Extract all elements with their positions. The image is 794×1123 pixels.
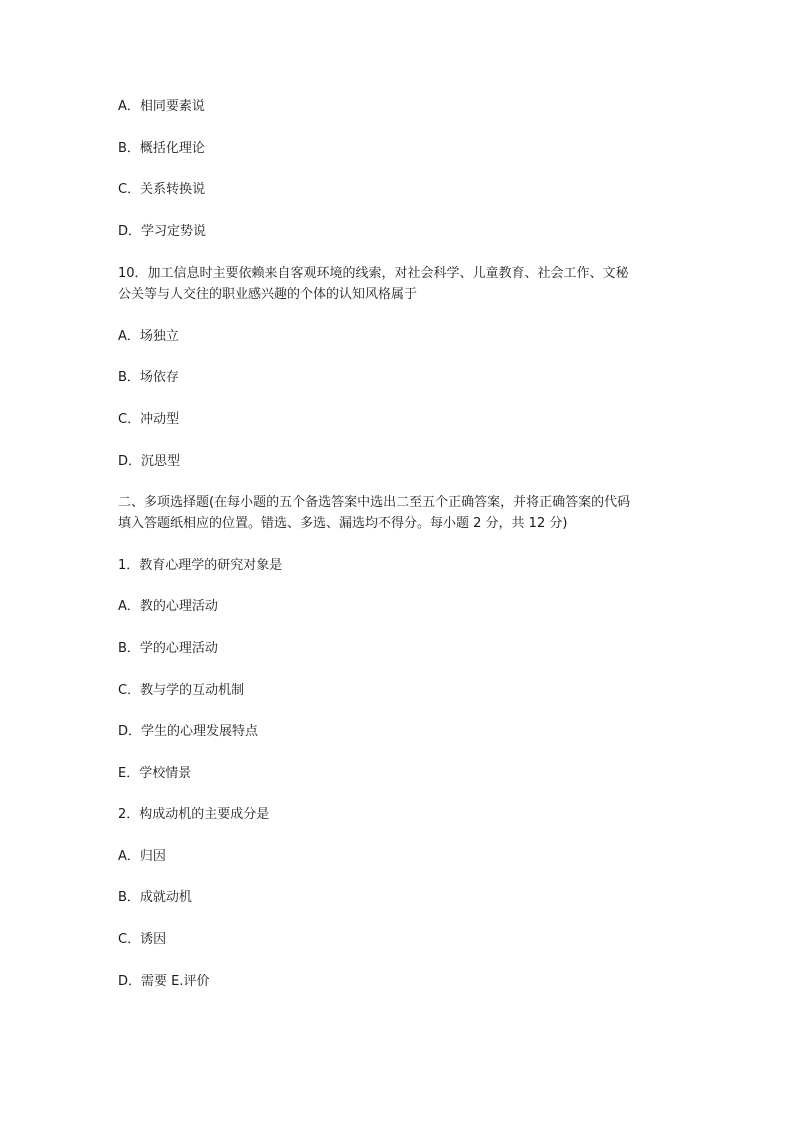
question-10-line-1: 10．加工信息时主要依赖来自客观环境的线索，对社会科学、儿童教育、社会工作、文秘 [118,266,629,281]
option-b-text: B．成就动机 [118,890,192,905]
option-c-text: C．关系转换说 [118,182,206,197]
section-heading-line-1: 二、多项选择题(在每小题的五个备选答案中选出二至五个正确答案，并将正确答案的代码 [118,495,631,510]
option-b-text: B．概括化理论 [118,141,205,156]
option-e-text: E．学校情景 [118,766,192,781]
option-c-text: C．冲动型 [118,412,180,427]
section-heading-line-2: 填入答题纸相应的位置。错选、多选、漏选均不得分。每小题 2 分，共 12 分) [118,516,568,531]
question-2-text: 2．构成动机的主要成分是 [118,807,270,822]
option-d-e-text: D．需要 E.评价 [118,974,210,989]
option-d-text: D．学习定势说 [118,224,207,239]
option-a-text: A．归因 [118,849,166,864]
option-d-text: D．沉思型 [118,454,181,469]
question-10-line-2: 公关等与人交往的职业感兴趣的个体的认知风格属于 [118,287,418,302]
option-a-text: A．场独立 [118,329,179,344]
option-b-text: B．学的心理活动 [118,641,218,656]
option-a-text: A．相同要素说 [118,99,205,114]
option-b-text: B．场依存 [118,370,179,385]
option-c-text: C．诱因 [118,932,167,947]
option-c-text: C．教与学的互动机制 [118,683,245,698]
option-a-text: A．教的心理活动 [118,599,218,614]
option-d-text: D．学生的心理发展特点 [118,724,259,739]
question-1-text: 1．教育心理学的研究对象是 [118,558,283,573]
